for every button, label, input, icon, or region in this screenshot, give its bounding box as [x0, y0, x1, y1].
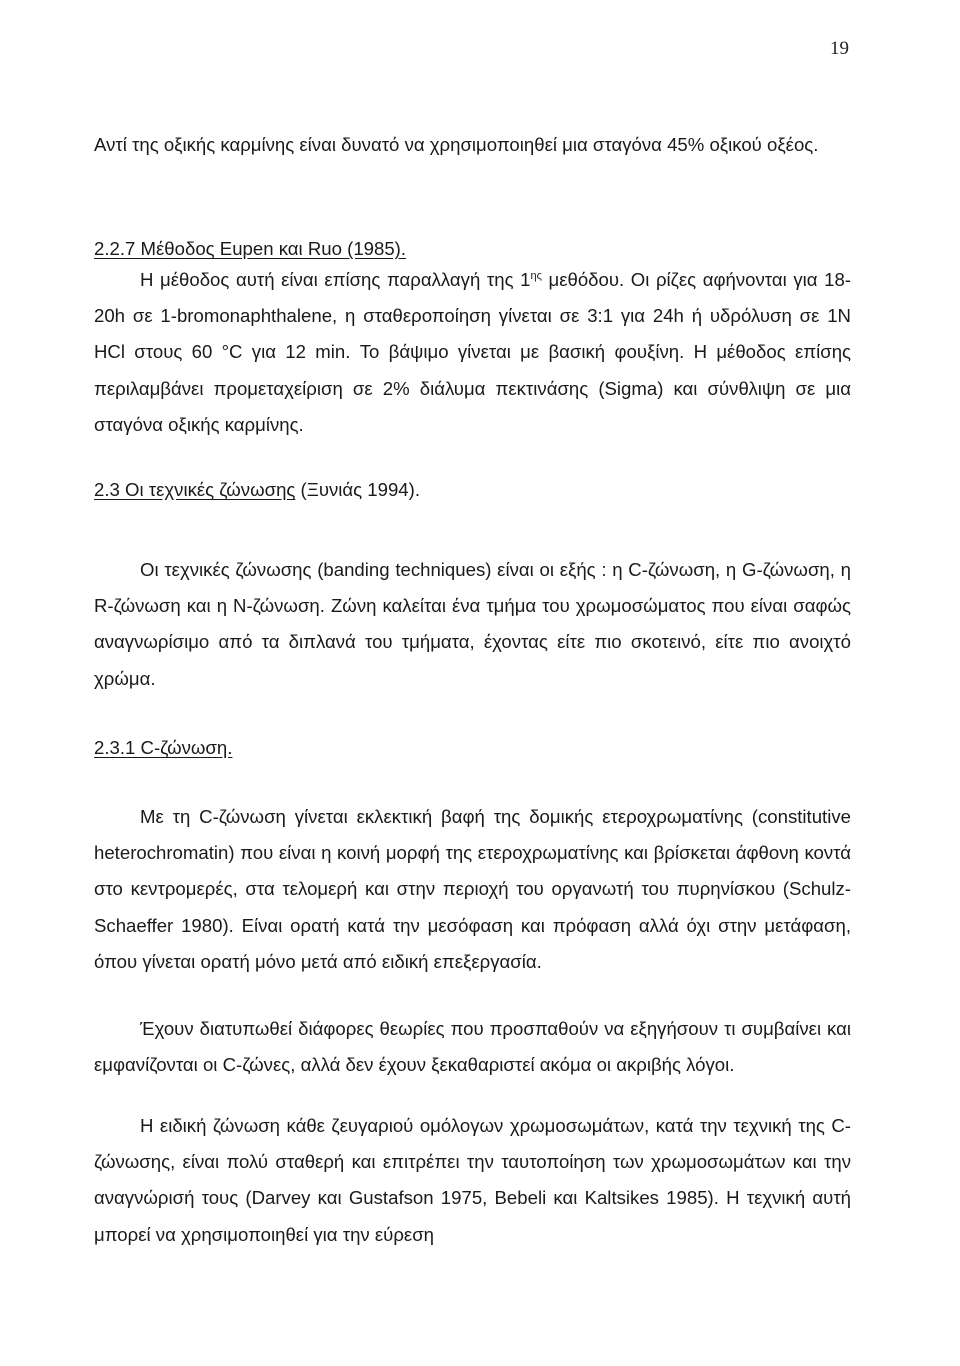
section-2-3-1-heading: 2.3.1 C-ζώνωση.: [94, 737, 233, 758]
section-2-3-heading-citation: (Ξυνιάς 1994).: [295, 479, 421, 500]
section-2-3-1-paragraph-1: Με τη C-ζώνωση γίνεται εκλεκτική βαφή της δομικής ετεροχρωματίνης (constitutive heterochromatin) που είναι η κοινή μορφή της ετεροχρωματίνης και βρίσκεται άφθονη κοντά στο κεντρομερές, στα τελομερή και στην περιοχή του οργανωτή του πυρηνίσκου (Schulz-Schaeffer 1980). Είναι ορατή κατά την μεσόφαση και πρόφαση αλλά όχι στην μετάφαση, όπου γίνεται ορατή μόνο μετά από ειδική επεξεργασία.: [94, 806, 851, 972]
section-2-3-1-paragraph-3: Η ειδική ζώνωση κάθε ζευγαριού ομόλογων χρωμοσωμάτων, κατά την τεχνική της C-ζώνωσης, είναι πολύ σταθερή και επιτρέπει την ταυτοποίηση των χρωμοσωμάτων και την αναγνώρισή τους (Darvey και Gustafson 1975, Bebeli και Kaltsikes 1985). Η τεχνική αυτή μπορεί να χρησιμοποιηθεί για την εύρεση: [94, 1115, 851, 1245]
section-2-3-heading-title: 2.3 Οι τεχνικές ζώνωσης: [94, 479, 296, 500]
ordinal-superscript: ης: [530, 269, 542, 282]
section-2-3-heading: [94, 472, 420, 508]
section-2-2-7-paragraph: [94, 262, 851, 443]
section-2-2-7-heading: 2.2.7 Μέθοδος Eupen και Ruo (1985).: [94, 238, 407, 259]
intro-paragraph: Αντί της οξικής καρμίνης είναι δυνατό να χρησιμοποιηθεί μια σταγόνα 45% οξικού οξέος.: [94, 134, 819, 155]
section-2-2-7-text-rest: μεθόδου. Οι ρίζες αφήνονται για 18-20h σε 1-bromonaphthalene, η σταθεροποίηση γίνεται σε 3:1 για 24h ή υδρόλυση σε 1N HCl στους 60 °C για 12 min. Το βάψιμο γίνεται με βασική φουξίνη. Η μέθοδος επίσης περιλαμβάνει προμεταχείριση σε 2% διάλυμα πεκτινάσης (Sigma) και σύνθλιψη σε μια σταγόνα οξικής καρμίνης.: [94, 269, 851, 435]
section-2-2-7-text-start: Η μέθοδος αυτή είναι επίσης παραλλαγή της 1: [140, 269, 531, 290]
section-2-3-paragraph: Οι τεχνικές ζώνωσης (banding techniques) είναι οι εξής : η C-ζώνωση, η G-ζώνωση, η R-ζώνωση και η N-ζώνωση. Ζώνη καλείται ένα τμήμα του χρωμοσώματος που είναι σαφώς αναγνωρίσιμο από τα διπλανά του τμήματα, έχοντας είτε πιο σκοτεινό, είτε πιο ανοιχτό χρώμα.: [94, 559, 851, 689]
page-number: 19: [830, 38, 849, 59]
section-2-3-1-paragraph-2: Έχουν διατυπωθεί διάφορες θεωρίες που προσπαθούν να εξηγήσουν τι συμβαίνει και εμφανίζονται οι C-ζώνες, αλλά δεν έχουν ξεκαθαριστεί ακόμα οι ακριβής λόγοι.: [94, 1018, 851, 1076]
